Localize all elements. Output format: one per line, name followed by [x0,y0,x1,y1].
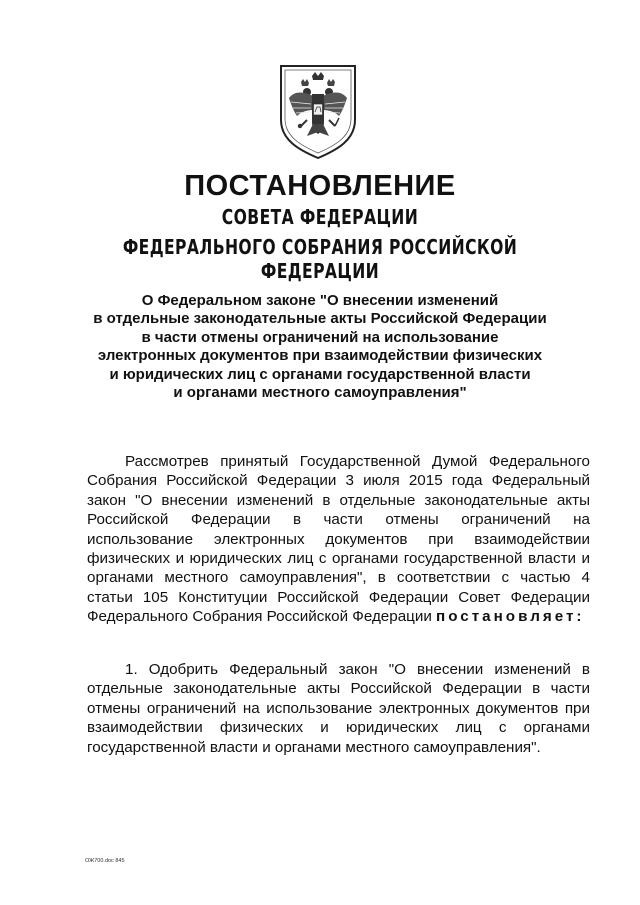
resolution-item-1: 1. Одобрить Федеральный закон "О внесении изменений в отдельные законодательные акты Российской Федерации в части отмены ограничений на использование электронных документов при взаимодействии физических и юридических лиц с органами государственной власти и органами местного самоуправления". [87,661,590,756]
heading-line: в отдельные законодательные акты Российской Федерации [93,310,547,328]
resolves-verb: постановляет: [436,608,585,626]
heading-line: в части отмены ограничений на использование [141,328,499,346]
footer-doc-code: ОЖ700.doc 845 [85,858,125,864]
coat-of-arms-icon [277,62,359,160]
preamble-paragraph [87,452,590,627]
preamble-text: Рассмотрев принятый Государственной Думой Федерального Собрания Российской Федерации 3 июля 2015 года Федеральный закон "О внесении изменений в отдельные законодательные акты Российской Федерации в части отмены ограничений на использование электронных документов при взаимодействии физических и юридических лиц с органами государственной власти и органами местного самоуправления", в соответствии с частью 4 статьи 105 Конституции Российской Федерации Совет Федерации Федерального Собрания Российской Федерации [87,453,590,626]
heading-line: и органами местного самоуправления" [173,384,467,402]
document-title: ПОСТАНОВЛЕНИЕ [184,170,456,202]
heading-line: электронных документов при взаимодействии физических [97,347,543,365]
document-subtitle-council: СОВЕТА ФЕДЕРАЦИИ [221,205,419,229]
document-subtitle-assembly: ФЕДЕРАЛЬНОГО СОБРАНИЯ РОССИЙСКОЙ ФЕДЕРАЦИИ [122,235,518,283]
heading-line: О Федеральном законе "О внесении изменений [141,292,499,309]
resolution-heading [0,292,640,402]
heading-line: и юридических лиц с органами государственной власти [109,365,531,383]
